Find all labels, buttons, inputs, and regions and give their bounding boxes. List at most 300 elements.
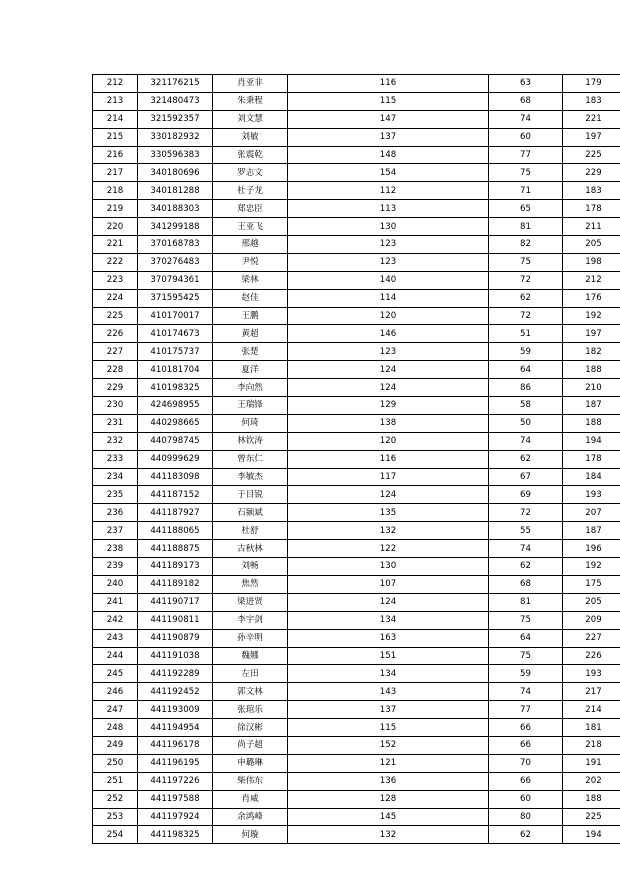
total-cell: 176 [563, 289, 620, 307]
table-body [93, 75, 620, 844]
total-cell: 212 [563, 271, 620, 289]
score-1-cell: 163 [288, 629, 489, 647]
id-cell: 441197588 [138, 790, 213, 808]
score-1-cell: 117 [288, 468, 489, 486]
id-cell: 441196195 [138, 754, 213, 772]
name-cell: 刘文慧 [213, 110, 288, 128]
row-number-cell: 245 [93, 665, 138, 683]
row-number-cell: 253 [93, 808, 138, 826]
table-row [93, 164, 620, 182]
table-row [93, 683, 620, 701]
table-row [93, 468, 620, 486]
table-row [93, 414, 620, 432]
row-number-cell: 238 [93, 540, 138, 558]
row-number-cell: 235 [93, 486, 138, 504]
score-1-cell: 154 [288, 164, 489, 182]
total-cell: 205 [563, 593, 620, 611]
name-cell: 徐汉彬 [213, 719, 288, 737]
score-2-cell: 72 [489, 504, 563, 522]
total-cell: 192 [563, 307, 620, 325]
id-cell: 370168783 [138, 236, 213, 254]
score-2-cell: 80 [489, 808, 563, 826]
total-cell: 194 [563, 826, 620, 844]
table-row [93, 397, 620, 415]
row-number-cell: 241 [93, 593, 138, 611]
score-1-cell: 107 [288, 575, 489, 593]
score-2-cell: 62 [489, 289, 563, 307]
id-cell: 410181704 [138, 361, 213, 379]
total-cell: 187 [563, 522, 620, 540]
score-2-cell: 66 [489, 736, 563, 754]
name-cell: 杜舒 [213, 522, 288, 540]
total-cell: 181 [563, 719, 620, 737]
score-2-cell: 69 [489, 486, 563, 504]
score-2-cell: 68 [489, 575, 563, 593]
name-cell: 梁进贤 [213, 593, 288, 611]
name-cell: 郑忠臣 [213, 200, 288, 218]
id-cell: 440298665 [138, 414, 213, 432]
score-1-cell: 148 [288, 146, 489, 164]
total-cell: 214 [563, 701, 620, 719]
id-cell: 371595425 [138, 289, 213, 307]
name-cell: 魏娜 [213, 647, 288, 665]
table-row [93, 450, 620, 468]
name-cell: 朱秉程 [213, 92, 288, 110]
row-number-cell: 217 [93, 164, 138, 182]
table-row [93, 307, 620, 325]
score-2-cell: 81 [489, 218, 563, 236]
score-2-cell: 75 [489, 164, 563, 182]
name-cell: 何璇 [213, 826, 288, 844]
id-cell: 441188065 [138, 522, 213, 540]
id-cell: 370276483 [138, 253, 213, 271]
name-cell: 赵佳 [213, 289, 288, 307]
score-2-cell: 65 [489, 200, 563, 218]
table-row [93, 611, 620, 629]
id-cell: 441198325 [138, 826, 213, 844]
score-1-cell: 123 [288, 253, 489, 271]
score-2-cell: 51 [489, 325, 563, 343]
table-row [93, 540, 620, 558]
table-row [93, 146, 620, 164]
score-1-cell: 116 [288, 450, 489, 468]
table-row [93, 736, 620, 754]
score-2-cell: 68 [489, 92, 563, 110]
score-2-cell: 66 [489, 719, 563, 737]
row-number-cell: 226 [93, 325, 138, 343]
row-number-cell: 231 [93, 414, 138, 432]
id-cell: 440798745 [138, 432, 213, 450]
row-number-cell: 247 [93, 701, 138, 719]
score-1-cell: 137 [288, 128, 489, 146]
name-cell: 柴伟东 [213, 772, 288, 790]
score-2-cell: 66 [489, 772, 563, 790]
row-number-cell: 220 [93, 218, 138, 236]
total-cell: 179 [563, 75, 620, 93]
score-1-cell: 129 [288, 397, 489, 415]
row-number-cell: 239 [93, 558, 138, 576]
name-cell: 郭文林 [213, 683, 288, 701]
total-cell: 188 [563, 790, 620, 808]
score-2-cell: 72 [489, 307, 563, 325]
score-2-cell: 74 [489, 110, 563, 128]
row-number-cell: 216 [93, 146, 138, 164]
row-number-cell: 215 [93, 128, 138, 146]
total-cell: 205 [563, 236, 620, 254]
total-cell: 197 [563, 128, 620, 146]
row-number-cell: 243 [93, 629, 138, 647]
row-number-cell: 234 [93, 468, 138, 486]
score-2-cell: 72 [489, 271, 563, 289]
total-cell: 207 [563, 504, 620, 522]
table-row [93, 754, 620, 772]
id-cell: 441183098 [138, 468, 213, 486]
name-cell: 邢越 [213, 236, 288, 254]
row-number-cell: 252 [93, 790, 138, 808]
row-number-cell: 228 [93, 361, 138, 379]
total-cell: 188 [563, 414, 620, 432]
score-1-cell: 128 [288, 790, 489, 808]
table-row [93, 665, 620, 683]
total-cell: 192 [563, 558, 620, 576]
row-number-cell: 219 [93, 200, 138, 218]
total-cell: 182 [563, 343, 620, 361]
total-cell: 198 [563, 253, 620, 271]
row-number-cell: 233 [93, 450, 138, 468]
table-row [93, 558, 620, 576]
total-cell: 221 [563, 110, 620, 128]
row-number-cell: 240 [93, 575, 138, 593]
score-1-cell: 147 [288, 110, 489, 128]
name-cell: 申璐琳 [213, 754, 288, 772]
total-cell: 187 [563, 397, 620, 415]
score-2-cell: 74 [489, 540, 563, 558]
table-row [93, 629, 620, 647]
table-row [93, 128, 620, 146]
name-cell: 杜子龙 [213, 182, 288, 200]
table-row [93, 593, 620, 611]
table-row [93, 253, 620, 271]
total-cell: 209 [563, 611, 620, 629]
score-1-cell: 130 [288, 218, 489, 236]
id-cell: 441190879 [138, 629, 213, 647]
score-2-cell: 60 [489, 790, 563, 808]
score-1-cell: 116 [288, 75, 489, 93]
score-2-cell: 59 [489, 343, 563, 361]
id-cell: 321176215 [138, 75, 213, 93]
row-number-cell: 237 [93, 522, 138, 540]
score-2-cell: 77 [489, 701, 563, 719]
score-1-cell: 114 [288, 289, 489, 307]
id-cell: 441187927 [138, 504, 213, 522]
score-1-cell: 140 [288, 271, 489, 289]
name-cell: 石颍斌 [213, 504, 288, 522]
id-cell: 441194954 [138, 719, 213, 737]
table-row [93, 325, 620, 343]
row-number-cell: 232 [93, 432, 138, 450]
row-number-cell: 248 [93, 719, 138, 737]
name-cell: 张琯乐 [213, 701, 288, 719]
id-cell: 340180696 [138, 164, 213, 182]
id-cell: 370794361 [138, 271, 213, 289]
score-2-cell: 58 [489, 397, 563, 415]
score-1-cell: 115 [288, 719, 489, 737]
score-2-cell: 74 [489, 432, 563, 450]
score-1-cell: 120 [288, 432, 489, 450]
score-1-cell: 113 [288, 200, 489, 218]
total-cell: 227 [563, 629, 620, 647]
id-cell: 424698955 [138, 397, 213, 415]
id-cell: 441191038 [138, 647, 213, 665]
score-1-cell: 124 [288, 361, 489, 379]
row-number-cell: 244 [93, 647, 138, 665]
table-row [93, 289, 620, 307]
total-cell: 178 [563, 450, 620, 468]
total-cell: 197 [563, 325, 620, 343]
id-cell: 340181288 [138, 182, 213, 200]
name-cell: 张楚 [213, 343, 288, 361]
name-cell: 王亚飞 [213, 218, 288, 236]
total-cell: 175 [563, 575, 620, 593]
total-cell: 225 [563, 146, 620, 164]
id-cell: 441193009 [138, 701, 213, 719]
score-1-cell: 123 [288, 343, 489, 361]
row-number-cell: 230 [93, 397, 138, 415]
id-cell: 441189173 [138, 558, 213, 576]
table-row [93, 110, 620, 128]
name-cell: 尹悦 [213, 253, 288, 271]
id-cell: 441190717 [138, 593, 213, 611]
id-cell: 410175737 [138, 343, 213, 361]
score-2-cell: 62 [489, 826, 563, 844]
score-1-cell: 137 [288, 701, 489, 719]
name-cell: 王鹏 [213, 307, 288, 325]
name-cell: 孙辛明 [213, 629, 288, 647]
score-2-cell: 71 [489, 182, 563, 200]
id-cell: 330596383 [138, 146, 213, 164]
name-cell: 肖亚非 [213, 75, 288, 93]
name-cell: 肖威 [213, 790, 288, 808]
score-2-cell: 86 [489, 379, 563, 397]
score-1-cell: 112 [288, 182, 489, 200]
score-2-cell: 64 [489, 361, 563, 379]
id-cell: 441188875 [138, 540, 213, 558]
name-cell: 尚子超 [213, 736, 288, 754]
id-cell: 321592357 [138, 110, 213, 128]
score-1-cell: 124 [288, 486, 489, 504]
total-cell: 218 [563, 736, 620, 754]
name-cell: 黄超 [213, 325, 288, 343]
score-1-cell: 132 [288, 522, 489, 540]
name-cell: 刘敏 [213, 128, 288, 146]
id-cell: 441190811 [138, 611, 213, 629]
row-number-cell: 223 [93, 271, 138, 289]
score-2-cell: 75 [489, 253, 563, 271]
score-1-cell: 115 [288, 92, 489, 110]
score-1-cell: 138 [288, 414, 489, 432]
table-row [93, 808, 620, 826]
score-1-cell: 134 [288, 611, 489, 629]
table-row [93, 575, 620, 593]
total-cell: 225 [563, 808, 620, 826]
id-cell: 321480473 [138, 92, 213, 110]
score-2-cell: 64 [489, 629, 563, 647]
total-cell: 191 [563, 754, 620, 772]
name-cell: 左田 [213, 665, 288, 683]
id-cell: 441197924 [138, 808, 213, 826]
row-number-cell: 254 [93, 826, 138, 844]
score-1-cell: 130 [288, 558, 489, 576]
id-cell: 441197226 [138, 772, 213, 790]
table-row [93, 719, 620, 737]
score-1-cell: 121 [288, 754, 489, 772]
id-cell: 441187152 [138, 486, 213, 504]
score-1-cell: 124 [288, 593, 489, 611]
name-cell: 梁林 [213, 271, 288, 289]
score-1-cell: 123 [288, 236, 489, 254]
total-cell: 188 [563, 361, 620, 379]
row-number-cell: 250 [93, 754, 138, 772]
score-2-cell: 77 [489, 146, 563, 164]
table-row [93, 361, 620, 379]
total-cell: 217 [563, 683, 620, 701]
name-cell: 张震乾 [213, 146, 288, 164]
row-number-cell: 236 [93, 504, 138, 522]
table-row [93, 647, 620, 665]
score-2-cell: 75 [489, 647, 563, 665]
name-cell: 林钦涛 [213, 432, 288, 450]
table-row [93, 504, 620, 522]
name-cell: 刘畅 [213, 558, 288, 576]
table-row [93, 75, 620, 93]
score-1-cell: 143 [288, 683, 489, 701]
score-1-cell: 151 [288, 647, 489, 665]
score-1-cell: 120 [288, 307, 489, 325]
total-cell: 193 [563, 665, 620, 683]
table-row [93, 271, 620, 289]
table-row [93, 486, 620, 504]
score-2-cell: 70 [489, 754, 563, 772]
score-1-cell: 136 [288, 772, 489, 790]
name-cell: 李宇剑 [213, 611, 288, 629]
name-cell: 古秋林 [213, 540, 288, 558]
score-1-cell: 146 [288, 325, 489, 343]
total-cell: 210 [563, 379, 620, 397]
id-cell: 441196178 [138, 736, 213, 754]
table-row [93, 343, 620, 361]
score-1-cell: 152 [288, 736, 489, 754]
row-number-cell: 222 [93, 253, 138, 271]
total-cell: 183 [563, 182, 620, 200]
total-cell: 178 [563, 200, 620, 218]
id-cell: 330182932 [138, 128, 213, 146]
score-1-cell: 135 [288, 504, 489, 522]
row-number-cell: 229 [93, 379, 138, 397]
name-cell: 何琦 [213, 414, 288, 432]
name-cell: 焦然 [213, 575, 288, 593]
id-cell: 441189182 [138, 575, 213, 593]
score-table [92, 74, 620, 844]
id-cell: 410174673 [138, 325, 213, 343]
row-number-cell: 242 [93, 611, 138, 629]
total-cell: 194 [563, 432, 620, 450]
id-cell: 441192452 [138, 683, 213, 701]
score-2-cell: 63 [489, 75, 563, 93]
score-2-cell: 81 [489, 593, 563, 611]
id-cell: 410170017 [138, 307, 213, 325]
score-2-cell: 62 [489, 450, 563, 468]
score-2-cell: 59 [489, 665, 563, 683]
table-row [93, 826, 620, 844]
total-cell: 226 [563, 647, 620, 665]
id-cell: 410198325 [138, 379, 213, 397]
name-cell: 罗志文 [213, 164, 288, 182]
table-row [93, 379, 620, 397]
id-cell: 440999629 [138, 450, 213, 468]
score-2-cell: 60 [489, 128, 563, 146]
score-1-cell: 145 [288, 808, 489, 826]
score-2-cell: 75 [489, 611, 563, 629]
row-number-cell: 213 [93, 92, 138, 110]
score-2-cell: 67 [489, 468, 563, 486]
total-cell: 193 [563, 486, 620, 504]
row-number-cell: 225 [93, 307, 138, 325]
total-cell: 184 [563, 468, 620, 486]
id-cell: 341299188 [138, 218, 213, 236]
table-row [93, 182, 620, 200]
name-cell: 王瑞锋 [213, 397, 288, 415]
table-row [93, 432, 620, 450]
total-cell: 229 [563, 164, 620, 182]
id-cell: 441192289 [138, 665, 213, 683]
total-cell: 202 [563, 772, 620, 790]
total-cell: 196 [563, 540, 620, 558]
row-number-cell: 246 [93, 683, 138, 701]
score-2-cell: 50 [489, 414, 563, 432]
score-1-cell: 122 [288, 540, 489, 558]
row-number-cell: 224 [93, 289, 138, 307]
score-2-cell: 62 [489, 558, 563, 576]
row-number-cell: 249 [93, 736, 138, 754]
score-1-cell: 134 [288, 665, 489, 683]
total-cell: 211 [563, 218, 620, 236]
name-cell: 于目锐 [213, 486, 288, 504]
score-2-cell: 82 [489, 236, 563, 254]
score-1-cell: 132 [288, 826, 489, 844]
name-cell: 李敏杰 [213, 468, 288, 486]
table-row [93, 92, 620, 110]
name-cell: 李向然 [213, 379, 288, 397]
row-number-cell: 221 [93, 236, 138, 254]
row-number-cell: 227 [93, 343, 138, 361]
id-cell: 340188303 [138, 200, 213, 218]
row-number-cell: 251 [93, 772, 138, 790]
table-row [93, 200, 620, 218]
table-row [93, 772, 620, 790]
table-row [93, 790, 620, 808]
score-2-cell: 55 [489, 522, 563, 540]
score-2-cell: 74 [489, 683, 563, 701]
name-cell: 余鸿峰 [213, 808, 288, 826]
total-cell: 183 [563, 92, 620, 110]
table-row [93, 522, 620, 540]
row-number-cell: 214 [93, 110, 138, 128]
row-number-cell: 218 [93, 182, 138, 200]
name-cell: 夏洋 [213, 361, 288, 379]
table-row [93, 218, 620, 236]
name-cell: 曾东仁 [213, 450, 288, 468]
table-row [93, 236, 620, 254]
